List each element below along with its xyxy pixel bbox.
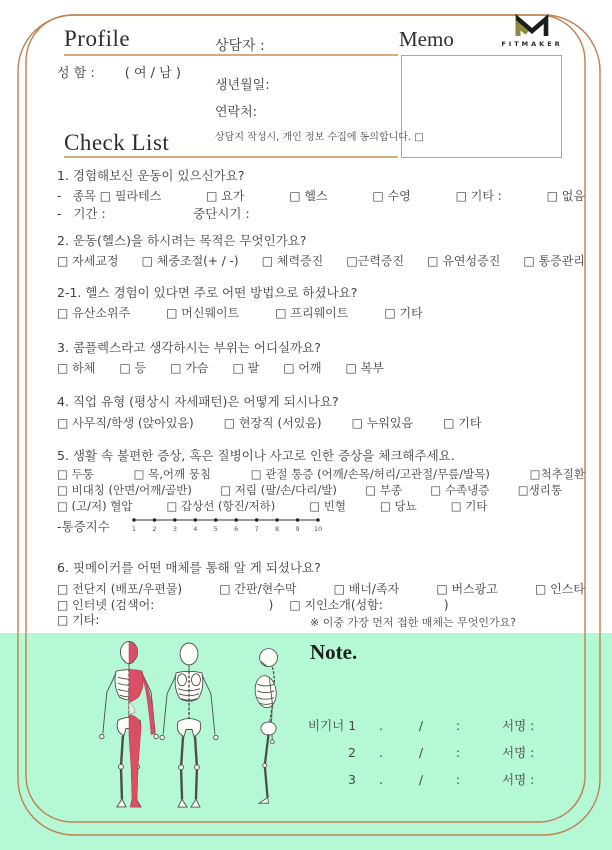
checkbox-option[interactable]: □ 빈혈 [309,499,347,513]
checkbox-option[interactable]: □ 체력증진 [261,254,324,268]
checkbox-option[interactable]: □ 요가 [206,189,245,203]
time-colon[interactable]: : [455,745,461,760]
name-row [57,62,181,81]
date-separator[interactable]: . [379,772,383,787]
memo-input-box[interactable] [401,55,562,158]
checkbox-option[interactable]: □ 복부 [345,361,384,375]
question-6-other-checkbox[interactable]: □ 기타: [57,613,100,627]
signature-row-1 [308,716,534,734]
svg-text:10: 10 [313,525,323,533]
session-label: 2 [348,745,356,760]
checkbox-option[interactable]: □ 체중조절(+ / -) [141,254,239,268]
birthdate-field-label[interactable]: 생년월일: [215,78,270,93]
profile-section-title: Profile [64,26,131,51]
date-slash[interactable]: / [418,745,424,760]
checkbox-option[interactable]: □ 수영 [372,189,411,203]
svg-text:7: 7 [254,525,259,533]
date-separator[interactable]: . [379,745,383,760]
memo-section-title: Memo [399,27,454,51]
checkbox-option[interactable]: □ 하체 [57,361,96,375]
question-2-title: 2. 운동(헬스)을 하시려는 목적은 무엇인가요? [57,233,307,248]
checkbox-option[interactable]: □ 수족냉증 [430,483,490,497]
question-5-title: 5. 생활 속 불편한 증상, 혹은 질병이나 사고로 인한 증상을 체크해주세요. [57,448,455,463]
checkbox-option[interactable]: □ 목,어깨 뭉침 [133,467,211,481]
checkbox-option[interactable]: □ 머신웨이트 [166,306,240,320]
checkbox-option[interactable]: □ 저림 (팔/손/다리/발) [220,483,337,497]
svg-text:9: 9 [295,525,300,533]
checkbox-option[interactable]: □ 어깨 [283,361,322,375]
question-2-options [57,252,585,269]
checkbox-option[interactable]: □ 기타 : [455,189,502,203]
checkbox-option[interactable]: □ 인터넷 (검색어: ) [57,598,274,612]
question-2-1-title: 2-1. 헬스 경험이 있다면 주로 어떤 방법으로 하셨나요? [57,285,358,300]
question-2-1-options [57,304,585,321]
time-colon[interactable]: : [455,772,461,787]
question-5-symptoms-row3 [57,498,585,514]
svg-text:8: 8 [275,525,280,533]
question-6-media-row1 [57,580,585,597]
checkbox-option[interactable]: □ 현장직 (서있음) [223,416,322,430]
pain-index-scale[interactable] [126,514,326,538]
checkbox-option[interactable]: □ 팔 [232,361,260,375]
checkbox-option[interactable]: □ 버스광고 [436,582,498,596]
session-label: 3 [348,772,356,787]
question-5-symptoms-row2 [57,482,562,498]
signature-row-2 [308,743,534,761]
question-4-title: 4. 직업 유형 (평상시 자세패턴)은 어떻게 되시나요? [57,394,339,409]
checkbox-option[interactable]: □ 등 [119,361,147,375]
signature-field-label[interactable]: 서명 : [502,745,535,760]
checkbox-option[interactable]: □ 없음 [546,189,585,203]
svg-text:4: 4 [193,525,198,533]
brand-wordmark: FITMAKER [501,40,563,48]
checkbox-option[interactable]: □ 전단지 (배포/우편물) [57,582,183,596]
svg-text:5: 5 [213,525,218,533]
checkbox-option[interactable]: □척추질환 [529,467,585,481]
date-separator[interactable]: . [379,718,383,733]
svg-text:6: 6 [234,525,239,533]
gender-select[interactable]: ( 여 / 남 ) [124,66,181,81]
checklist-section-title: Check List [64,130,170,155]
checkbox-option[interactable]: □ 비대칭 (안면/어깨/골반) [57,483,192,497]
fitmaker-m-icon [512,12,552,39]
signature-rows [308,716,534,797]
checkbox-option[interactable]: □ 프리웨이트 [275,306,349,320]
checkbox-option[interactable]: □ 기타 [443,416,482,430]
fitmaker-logo [501,12,563,48]
signature-row-3 [308,770,534,788]
question-1-sport-options [57,187,585,204]
checkbox-option[interactable]: □ 유연성증진 [427,254,501,268]
question-5-symptoms-row1 [57,466,585,482]
checkbox-option[interactable]: □ 갑상선 (항진/저하) [166,499,276,513]
question-3-title: 3. 콤플렉스라고 생각하시는 부위는 어디실까요? [57,340,321,355]
svg-text:1: 1 [131,525,137,533]
checkbox-option[interactable]: □ 관절 통증 (어깨/손목/허리/고관절/무릎/발목) [250,467,490,481]
note-section-title: Note. [310,640,358,664]
checkbox-option[interactable]: □ 기타 [450,499,488,513]
question-1-period-fields[interactable]: - 기간 : 중단시기 : [57,206,250,221]
checkbox-option[interactable]: □ 통증관리 [523,254,585,268]
checkbox-option[interactable]: □근력증진 [346,254,405,268]
checkbox-option[interactable]: □ 간판/현수막 [219,582,297,596]
checkbox-option[interactable]: □ 사무직/학생 (앉아있음) [57,416,194,430]
pain-index-label: -통증지수 [57,519,110,534]
checkbox-option[interactable]: □생리통 [517,483,562,497]
signature-field-label[interactable]: 서명 : [502,772,535,787]
checkbox-option[interactable]: □ 누워있음 [351,416,414,430]
checkbox-option[interactable]: □ 자세교정 [57,254,119,268]
checkbox-option[interactable]: □ 가슴 [170,361,209,375]
counselor-field-label[interactable]: 상담자 : [215,38,265,54]
session-label: 비기너 1 [308,718,357,733]
date-slash[interactable]: / [418,772,424,787]
checkbox-option[interactable]: □ 기타 [384,306,423,320]
svg-text:3: 3 [172,525,177,533]
checkbox-option[interactable]: - 종목 □ 필라테스 [57,189,162,203]
header-divider [64,54,398,56]
checkbox-option[interactable]: □ 배너/족자 [333,582,400,596]
date-slash[interactable]: / [418,718,424,733]
checkbox-option[interactable]: □ 지인소개(성함: ) [289,598,449,612]
privacy-consent-checkbox[interactable]: 상담지 작성시, 개인 정보 수집에 동의합니다. □ [215,132,424,143]
checkbox-option[interactable]: □ 유산소위주 [57,306,131,320]
time-colon[interactable]: : [455,718,461,733]
question-4-options [57,414,585,431]
signature-field-label[interactable]: 서명 : [502,718,535,733]
checkbox-option[interactable]: □ 당뇨 [380,499,417,513]
checkbox-option[interactable]: □ (고/저) 혈압 [57,499,133,513]
first-media-note: ※ 이중 가장 먼저 접한 매체는 무엇인가요? [310,616,517,629]
contact-field-label[interactable]: 연락처: [215,105,258,120]
checkbox-option[interactable]: □ 헬스 [289,189,328,203]
question-1-title: 1. 경험해보신 운동이 있으신가요? [57,168,245,183]
question-3-options [57,359,585,376]
svg-text:2: 2 [152,525,157,533]
name-field-label[interactable]: 성 함 : [57,66,95,81]
checkbox-option[interactable]: □ 부종 [365,483,402,497]
checkbox-option[interactable]: □ 인스타 [535,582,585,596]
checkbox-option[interactable]: □ 두통 [57,467,94,481]
checklist-divider [64,156,398,158]
question-6-title: 6. 핏메이커를 어떤 매체를 통해 알 게 되셨나요? [57,560,321,575]
